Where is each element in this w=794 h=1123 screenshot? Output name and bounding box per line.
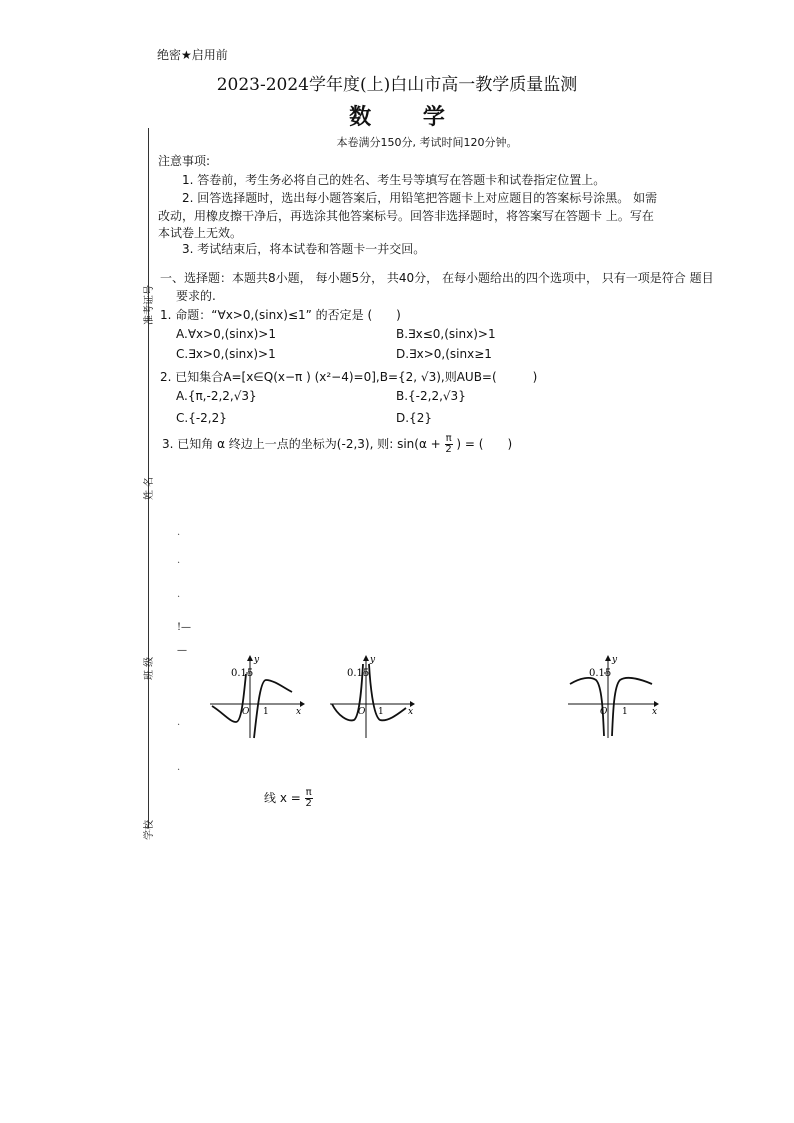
x-axis-label: x <box>408 707 414 717</box>
origin-label: O <box>242 707 250 717</box>
question-1-option-d: D.∃x>0,(sinx≥1 <box>396 347 492 361</box>
question-1-option-c: C.∃x>0,(sinx)>1 <box>176 347 276 361</box>
exam-number-label: 准考证号 <box>144 285 155 325</box>
margin-mark: !— <box>177 622 192 633</box>
exam-info: 本卷满分150分, 考试时间120分钟。 <box>336 136 518 149</box>
section-heading-cont: 要求的. <box>176 289 216 303</box>
question-2-option-b: B.{-2,2,√3} <box>396 389 466 403</box>
question-2-option-d: D.{2} <box>396 411 432 425</box>
question-2-option-a: A.{π,-2,2,√3} <box>176 389 257 403</box>
function-graph-3 <box>566 652 666 742</box>
margin-dot: · <box>177 558 181 569</box>
confidential-label: 绝密★启用前 <box>157 48 228 62</box>
fraction-numerator: π <box>305 787 312 798</box>
question-2-option-c: C.{-2,2} <box>176 411 227 425</box>
school-label: 学校 <box>144 820 155 840</box>
y-axis-label: y <box>370 655 376 665</box>
question-1-option-a: A.∀x>0,(sinx)>1 <box>176 327 276 341</box>
y-tick-label: 0.15 <box>231 668 254 679</box>
curve-left <box>570 678 604 736</box>
origin-label: O <box>358 707 366 717</box>
question-3-stem <box>162 434 512 455</box>
question-1-option-b: B.∃x≤0,(sinx)>1 <box>396 327 496 341</box>
question-2-stem: 2. 已知集合A=[x∈Q(x−π ) (x²−4)=0],B={2, √3),则AUB=( ) <box>160 370 538 384</box>
fraction-denominator: 2 <box>305 798 312 809</box>
section-heading: 一、选择题：本题共8小题， 每小题5分， 共40分， 在每小题给出的四个选项中， 只有一项是符合 题目 <box>160 271 714 285</box>
margin-dot: · <box>177 530 181 541</box>
pi-over-2-fraction <box>305 788 313 809</box>
margin-mark: — <box>177 645 187 656</box>
margin-dot: · <box>177 765 181 776</box>
axis-line-note <box>264 788 313 809</box>
function-graph-1 <box>208 652 308 742</box>
class-label: 班 级 <box>144 656 155 680</box>
axis-line-prefix: 线 x = <box>264 791 301 805</box>
margin-dot: · <box>177 720 181 731</box>
note-item-1: 1. 答卷前，考生务必将自己的姓名、考生号等填写在答题卡和试卷指定位置上。 <box>182 173 606 187</box>
y-axis-label: y <box>254 655 260 665</box>
question-3-end: ) = ( ) <box>456 437 513 451</box>
y-axis-arrow <box>247 655 253 661</box>
note-item-2-line-2: 改动，用橡皮擦干净后，再选涂其他答案标号。回答非选择题时，将答案写在答题卡 上。写在 <box>158 209 654 223</box>
x-axis-label: x <box>296 707 302 717</box>
function-graph-2 <box>328 652 420 742</box>
curve-left <box>212 674 246 722</box>
subject-title: 数 学 <box>349 104 467 130</box>
x-axis-label: x <box>652 707 658 717</box>
notes-heading: 注意事项: <box>158 154 211 168</box>
note-item-3: 3. 考试结束后，将本试卷和答题卡一并交回。 <box>182 242 426 256</box>
pi-over-2-fraction <box>445 434 453 455</box>
origin-label: O <box>600 707 608 717</box>
note-item-2-line-3: 本试卷上无效。 <box>158 226 243 240</box>
question-1-stem: 1. 命题：“∀x>0,(sinx)≤1” 的否定是 ( ) <box>160 308 401 322</box>
margin-dot: · <box>177 592 181 603</box>
fraction-numerator: π <box>445 433 452 444</box>
x-one-label: 1 <box>263 707 269 717</box>
y-tick-label: 0.15 <box>589 668 612 679</box>
curve-right <box>254 680 292 738</box>
y-axis-arrow <box>363 655 369 661</box>
x-one-label: 1 <box>622 707 628 717</box>
y-axis-arrow <box>605 655 611 661</box>
y-axis-label: y <box>612 655 618 665</box>
fraction-denominator: 2 <box>445 444 452 455</box>
y-tick-label: 0.15 <box>347 668 370 679</box>
curve-right <box>612 678 652 736</box>
name-label: 姓 名 <box>144 476 155 500</box>
note-item-2-line-1: 2. 回答选择题时，选出每小题答案后，用铅笔把答题卡上对应题目的答案标号涂黑。 如需 <box>182 191 658 205</box>
question-3-text: 3. 已知角 α 终边上一点的坐标为(-2,3), 则: sin(α + <box>162 437 441 451</box>
exam-title: 2023-2024学年度(上)白山市高一教学质量监测 <box>216 75 578 95</box>
curve-right <box>369 664 406 720</box>
x-one-label: 1 <box>378 707 384 717</box>
